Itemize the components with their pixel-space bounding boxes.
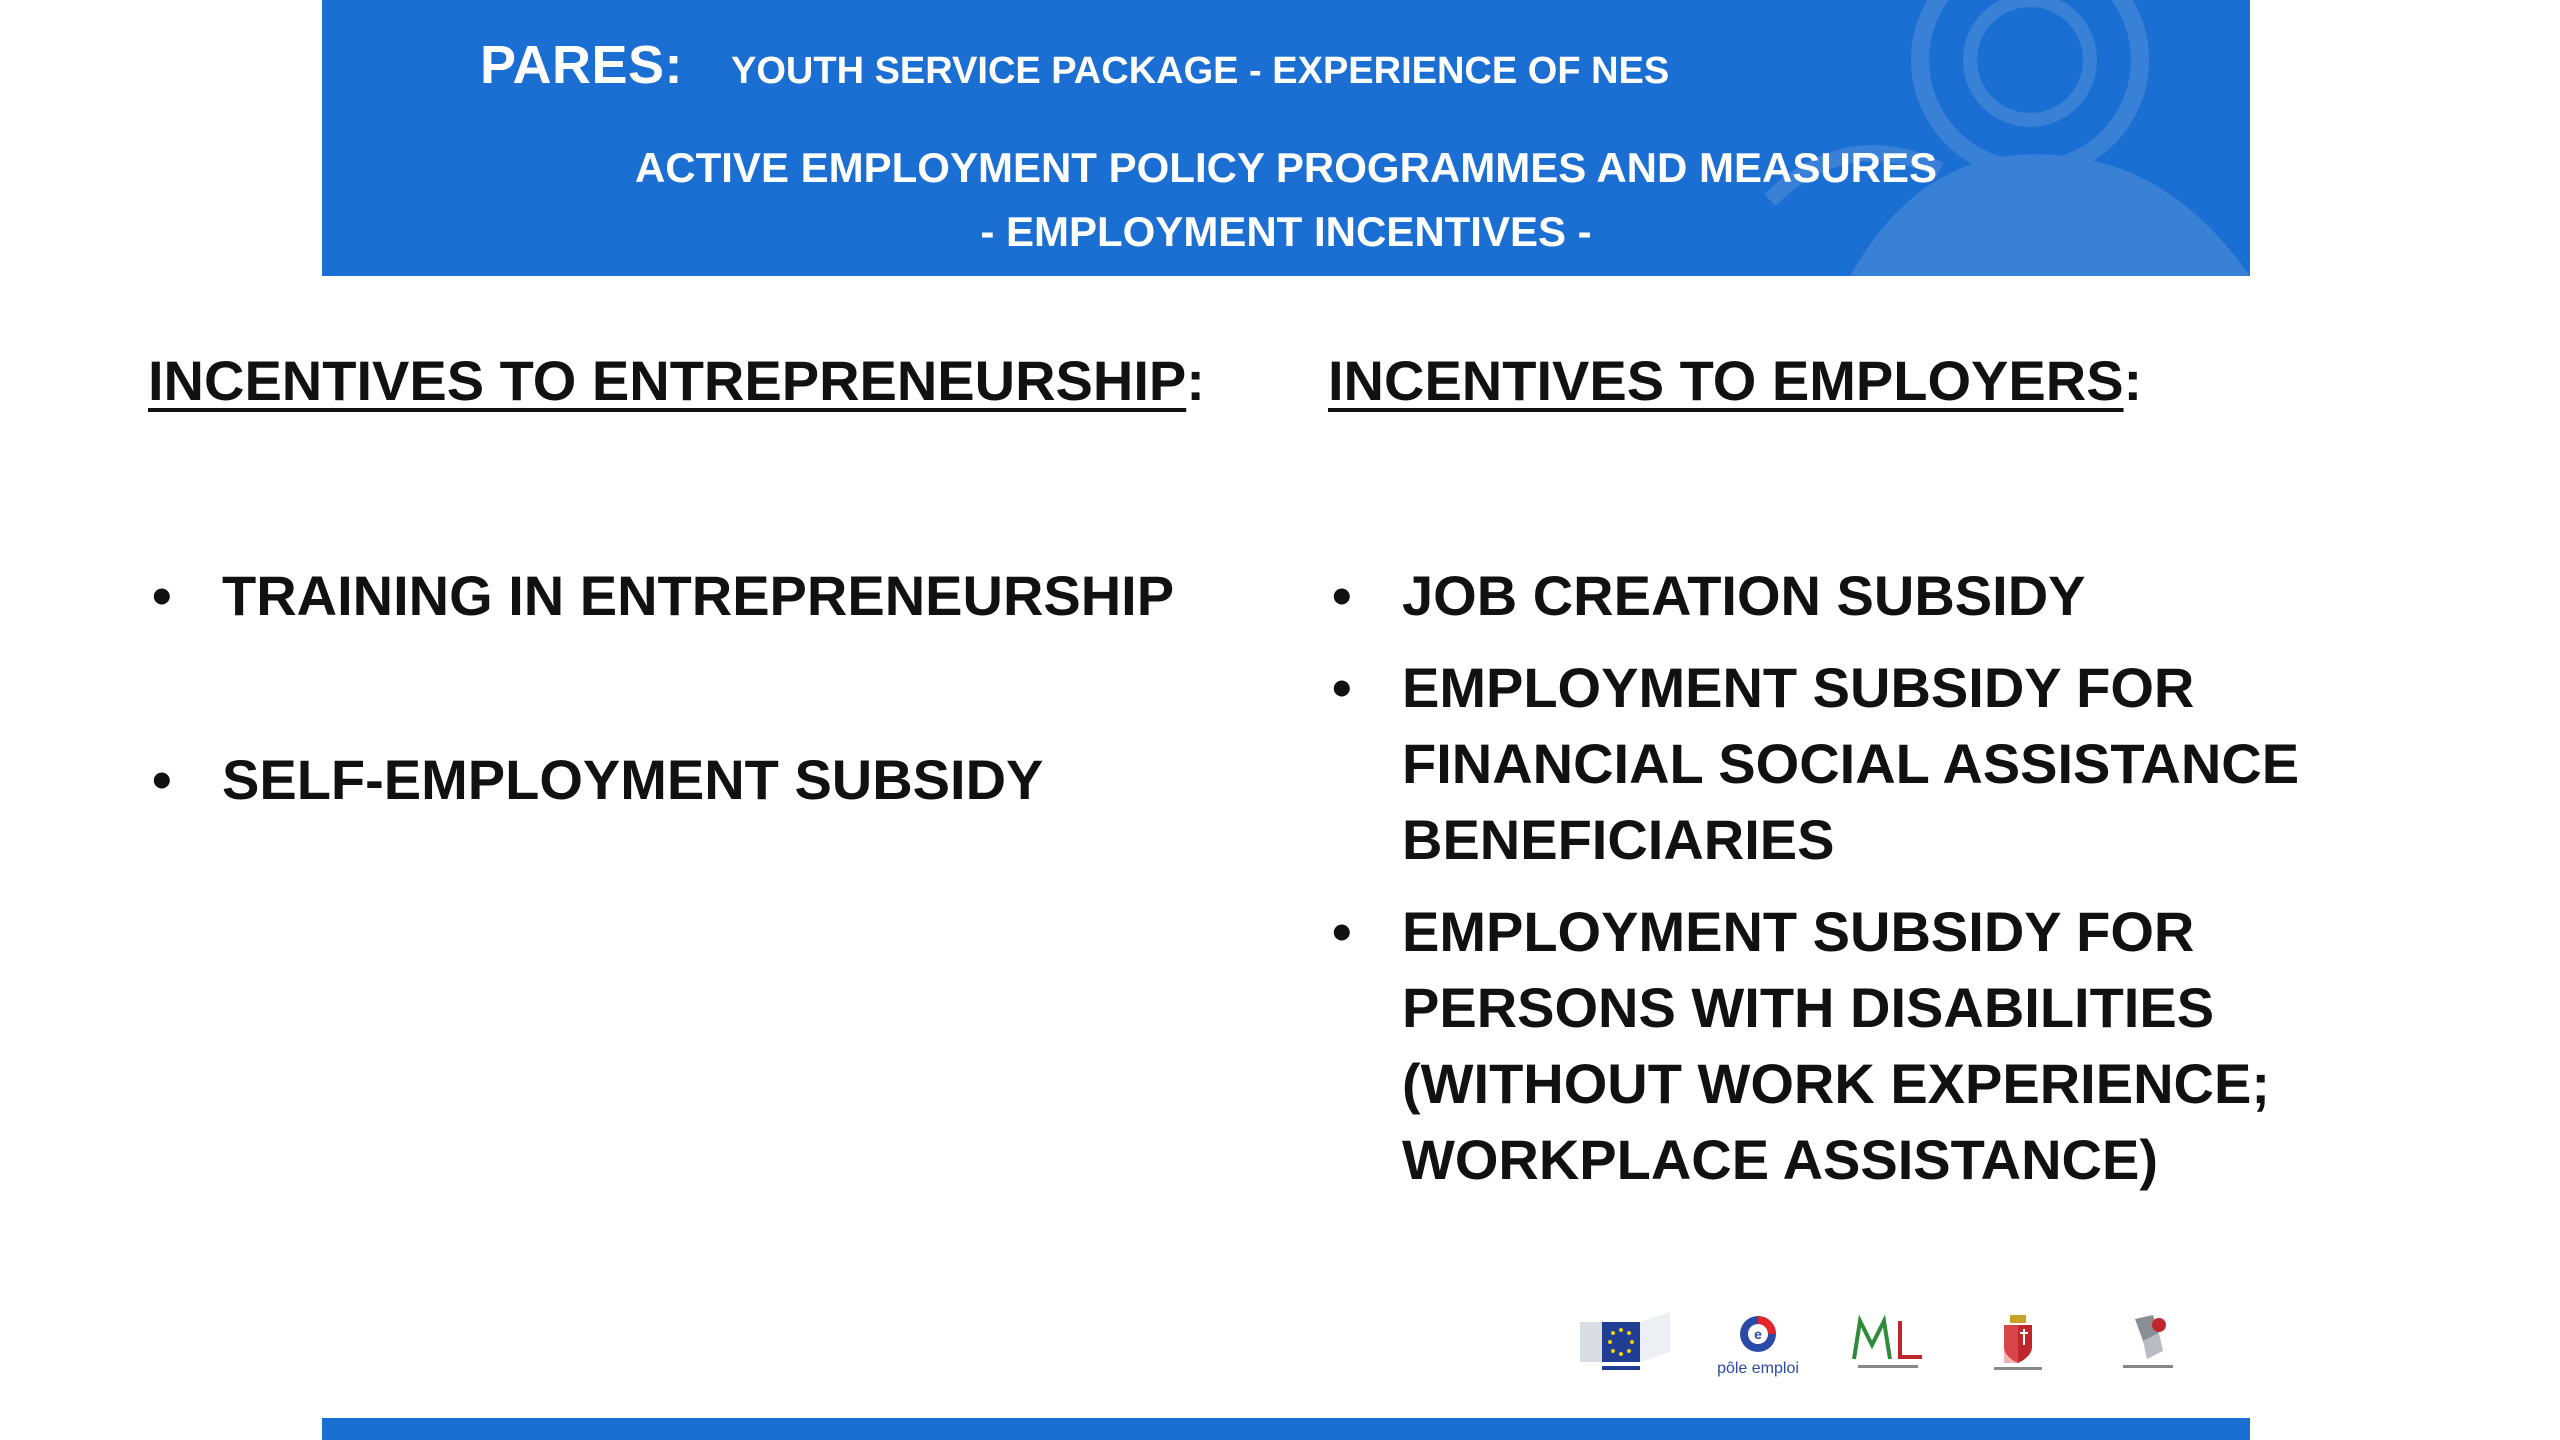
employers-heading-text: INCENTIVES TO EMPLOYERS — [1328, 349, 2124, 412]
bullet-icon: • — [1332, 564, 1352, 627]
entrepreneurship-heading — [148, 346, 1298, 416]
header-banner — [322, 0, 2250, 276]
ml-logo — [1838, 1311, 1938, 1375]
entrepreneurship-column — [148, 346, 1298, 818]
bullet-icon: • — [1332, 900, 1352, 963]
eu-flag-icon — [1580, 1308, 1676, 1378]
list-item-text: TRAINING IN ENTREPRENEURSHIP — [222, 564, 1175, 627]
european-commission-logo — [1578, 1308, 1678, 1378]
employment-agency-logo — [2098, 1311, 2198, 1375]
list-item-text: SELF-EMPLOYMENT SUBSIDY — [222, 748, 1044, 811]
bullet-icon: • — [152, 564, 172, 627]
pole-emploi-logo — [1708, 1310, 1808, 1376]
list-item — [148, 558, 1298, 634]
partner-logos — [1578, 1308, 2198, 1378]
list-item — [1328, 894, 2428, 1198]
list-item — [1328, 558, 2428, 634]
employers-list — [1328, 558, 2428, 1198]
pole-emploi-caption: pôle emploi — [1717, 1360, 1799, 1377]
employers-heading-colon: : — [2123, 349, 2143, 412]
bullet-icon: • — [152, 748, 172, 811]
agency-icon — [2113, 1311, 2183, 1375]
banner-subtitle: YOUTH SERVICE PACKAGE - EXPERIENCE OF NES — [731, 50, 1670, 92]
svg-text:e: e — [1754, 1326, 1762, 1342]
entrepreneurship-heading-colon: : — [1186, 349, 1205, 412]
list-item-text: EMPLOYMENT SUBSIDY FOR PERSONS WITH DISABILITIES (WITHOUT WORK EXPERIENCE; WORKPLACE ASSISTANCE) — [1402, 900, 2270, 1191]
list-item — [1328, 650, 2428, 878]
bullet-icon: • — [1332, 656, 1352, 719]
entrepreneurship-list — [148, 558, 1298, 818]
ml-icon — [1848, 1311, 1928, 1375]
ministry-logo — [1968, 1311, 2068, 1375]
pole-emploi-icon — [1728, 1310, 1788, 1358]
banner-header-row — [480, 34, 1669, 96]
coat-of-arms-icon — [1988, 1311, 2048, 1375]
list-item-text: JOB CREATION SUBSIDY — [1402, 564, 2086, 627]
list-item — [148, 742, 1298, 818]
employers-column — [1328, 346, 2428, 1198]
banner-brand: PARES: — [480, 35, 684, 95]
list-item-text: EMPLOYMENT SUBSIDY FOR FINANCIAL SOCIAL ASSISTANCE BENEFICIARIES — [1402, 656, 2300, 871]
slide-title-line1: ACTIVE EMPLOYMENT POLICY PROGRAMMES AND MEASURES — [634, 144, 1938, 191]
entrepreneurship-heading-text: INCENTIVES TO ENTREPRENEURSHIP — [148, 349, 1187, 412]
footer-bar — [322, 1418, 2250, 1440]
employers-heading — [1328, 346, 2428, 416]
slide-title-line2: - EMPLOYMENT INCENTIVES - — [980, 208, 1592, 255]
